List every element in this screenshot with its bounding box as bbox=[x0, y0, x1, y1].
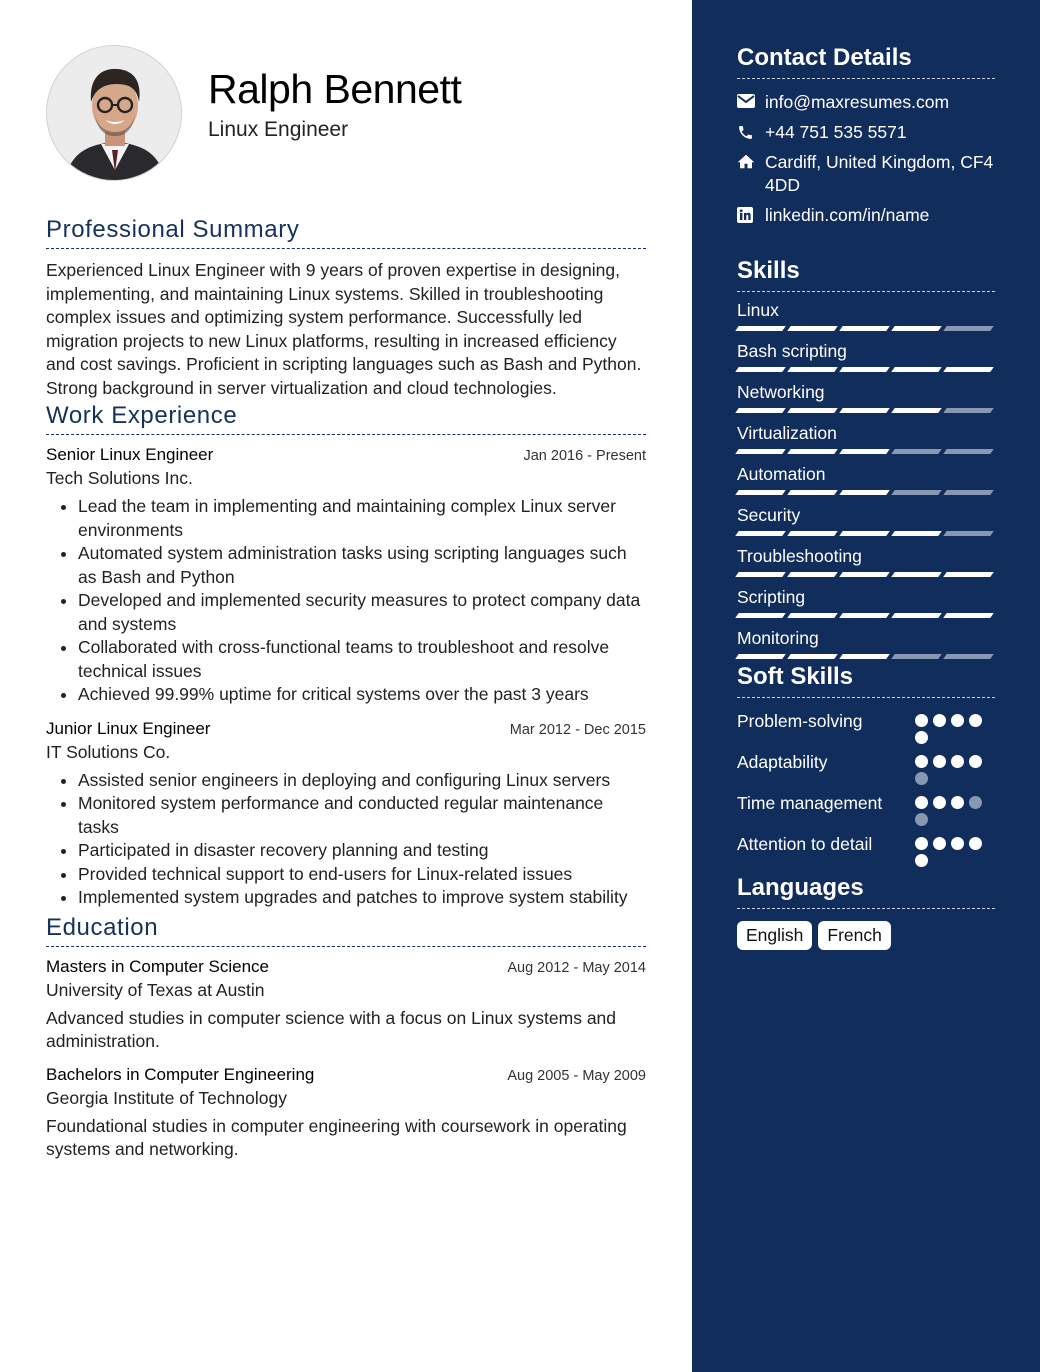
rating-dot bbox=[951, 837, 964, 850]
rating-dot bbox=[951, 755, 964, 768]
skill-name: Troubleshooting bbox=[737, 546, 862, 566]
soft-skill-item bbox=[737, 792, 995, 826]
language-chip: English bbox=[737, 921, 812, 950]
education-entry bbox=[46, 1065, 646, 1161]
rating-dot bbox=[951, 796, 964, 809]
skill-level-segment bbox=[839, 531, 890, 536]
skill-level-segment bbox=[891, 449, 942, 454]
list-item: • Assisted senior engineers in deploying and configuring Linux servers bbox=[78, 769, 646, 793]
list-item: • Developed and implemented security measures to protect company data and systems bbox=[78, 589, 646, 636]
skill-level-segment bbox=[839, 326, 890, 331]
rating-dot bbox=[951, 714, 964, 727]
contact-heading: Contact Details bbox=[737, 44, 995, 79]
soft-skill-item bbox=[737, 751, 995, 785]
skills-section bbox=[737, 257, 995, 659]
skill-item bbox=[737, 505, 995, 536]
skill-name: Bash scripting bbox=[737, 341, 847, 361]
skill-level-segment bbox=[735, 613, 786, 618]
skill-level-segment bbox=[839, 367, 890, 372]
summary-section bbox=[46, 216, 646, 400]
education-section bbox=[46, 914, 646, 1161]
skills-heading: Skills bbox=[737, 257, 995, 292]
skill-level-segment bbox=[839, 572, 890, 577]
skill-level-segment bbox=[735, 449, 786, 454]
skill-level-segment bbox=[839, 408, 890, 413]
skill-item bbox=[737, 546, 995, 577]
rating-dot bbox=[969, 714, 982, 727]
soft-skills-list bbox=[737, 710, 995, 867]
soft-skill-name: Time management bbox=[737, 793, 883, 813]
soft-skill-rating bbox=[915, 751, 995, 785]
skill-level-bar bbox=[737, 531, 995, 536]
rating-dot bbox=[915, 796, 928, 809]
skill-level-segment bbox=[943, 531, 994, 536]
list-item: • Lead the team in implementing and maintaining complex Linux server environments bbox=[78, 495, 646, 542]
soft-skills-heading: Soft Skills bbox=[737, 663, 995, 698]
contact-section bbox=[737, 44, 995, 227]
home-icon bbox=[737, 151, 765, 169]
skill-level-segment bbox=[787, 654, 838, 659]
soft-skill-name: Problem-solving bbox=[737, 711, 863, 731]
skill-level-segment bbox=[891, 408, 942, 413]
skill-item bbox=[737, 382, 995, 413]
work-heading: Work Experience bbox=[46, 402, 646, 435]
skill-level-bar bbox=[737, 654, 995, 659]
skill-level-segment bbox=[839, 490, 890, 495]
contact-phone bbox=[737, 121, 995, 144]
linkedin-icon bbox=[737, 204, 765, 223]
skill-level-segment bbox=[943, 613, 994, 618]
address-text: Cardiff, United Kingdom, CF4 4DD bbox=[765, 152, 994, 195]
contact-email bbox=[737, 91, 995, 114]
rating-dot bbox=[915, 714, 928, 727]
skill-item bbox=[737, 423, 995, 454]
skill-level-segment bbox=[735, 654, 786, 659]
skill-level-segment bbox=[735, 531, 786, 536]
skill-level-segment bbox=[839, 449, 890, 454]
skill-level-segment bbox=[943, 572, 994, 577]
job-company: IT Solutions Co. bbox=[46, 741, 171, 762]
job-entry bbox=[46, 719, 646, 910]
job-title: Senior Linux Engineer bbox=[46, 445, 214, 464]
rating-dot bbox=[969, 755, 982, 768]
work-section bbox=[46, 402, 646, 910]
envelope-icon bbox=[737, 91, 765, 108]
rating-dot bbox=[969, 796, 982, 809]
summary-text: Experienced Linux Engineer with 9 years of proven expertise in designing, implementing, and maintaining Linux systems. Skilled in troubleshooting complex issues and optimizing system performance. Successfully led migration projects to new Linux platforms, resulting in increased efficiency and cost savings. Proficient in scripting languages such as Bash and Python. Strong background in server virtualization and cloud technologies. bbox=[46, 260, 642, 398]
avatar-illustration bbox=[47, 46, 182, 181]
soft-skill-name: Adaptability bbox=[737, 752, 828, 772]
skill-level-segment bbox=[787, 408, 838, 413]
soft-skill-rating bbox=[915, 710, 995, 744]
list-item: • Participated in disaster recovery planning and testing bbox=[78, 839, 646, 863]
skill-name: Linux bbox=[737, 300, 779, 320]
skill-level-bar bbox=[737, 449, 995, 454]
skill-level-segment bbox=[891, 572, 942, 577]
skill-level-segment bbox=[943, 449, 994, 454]
skill-level-segment bbox=[839, 613, 890, 618]
languages-heading: Languages bbox=[737, 874, 995, 909]
skill-level-segment bbox=[943, 490, 994, 495]
rating-dot bbox=[933, 714, 946, 727]
skills-list bbox=[737, 300, 995, 659]
job-entry bbox=[46, 445, 646, 707]
linkedin-text[interactable]: linkedin.com/in/name bbox=[765, 205, 930, 225]
school-name: University of Texas at Austin bbox=[46, 979, 265, 1000]
skill-level-segment bbox=[735, 408, 786, 413]
skill-level-segment bbox=[891, 654, 942, 659]
skill-level-segment bbox=[891, 367, 942, 372]
rating-dot bbox=[915, 813, 928, 826]
skill-level-segment bbox=[735, 490, 786, 495]
skill-level-segment bbox=[943, 654, 994, 659]
skill-name: Monitoring bbox=[737, 628, 819, 648]
skill-name: Security bbox=[737, 505, 801, 525]
skill-level-segment bbox=[943, 408, 994, 413]
skill-level-bar bbox=[737, 572, 995, 577]
soft-skills-section bbox=[737, 663, 995, 867]
job-title: Junior Linux Engineer bbox=[46, 718, 211, 738]
skill-item bbox=[737, 587, 995, 618]
job-bullets bbox=[46, 769, 646, 910]
skill-name: Scripting bbox=[737, 587, 806, 607]
skill-item bbox=[737, 464, 995, 495]
contact-address bbox=[737, 151, 995, 197]
soft-skill-item bbox=[737, 833, 995, 867]
list-item: • Implemented system upgrades and patches to improve system stability bbox=[78, 886, 646, 910]
job-date: Jan 2016 - Present bbox=[523, 448, 646, 464]
skill-level-segment bbox=[735, 367, 786, 372]
list-item: • Automated system administration tasks using scripting languages such as Bash and Python bbox=[78, 542, 646, 589]
job-bullets bbox=[46, 495, 646, 707]
languages-section bbox=[737, 874, 995, 950]
skill-level-segment bbox=[839, 654, 890, 659]
rating-dot bbox=[933, 796, 946, 809]
skill-name: Networking bbox=[737, 382, 825, 402]
skill-level-segment bbox=[891, 490, 942, 495]
education-description: Advanced studies in computer science with a focus on Linux systems and administration. bbox=[46, 1007, 617, 1051]
profile-photo bbox=[46, 45, 182, 181]
skill-level-segment bbox=[891, 326, 942, 331]
rating-dot bbox=[915, 755, 928, 768]
sidebar bbox=[692, 0, 1040, 1372]
phone-text: +44 751 535 5571 bbox=[765, 122, 907, 142]
skill-level-segment bbox=[787, 572, 838, 577]
rating-dot bbox=[915, 772, 928, 785]
rating-dot bbox=[915, 837, 928, 850]
rating-dot bbox=[933, 755, 946, 768]
language-chip: French bbox=[818, 921, 890, 950]
soft-skill-name: Attention to detail bbox=[737, 834, 873, 854]
resume-header bbox=[46, 0, 646, 200]
skill-item bbox=[737, 341, 995, 372]
skill-level-bar bbox=[737, 408, 995, 413]
phone-icon bbox=[737, 121, 765, 141]
skill-level-bar bbox=[737, 367, 995, 372]
education-entry bbox=[46, 957, 646, 1053]
list-item: • Provided technical support to end-users for Linux-related issues bbox=[78, 863, 646, 887]
contact-linkedin bbox=[737, 204, 995, 227]
skill-item bbox=[737, 628, 995, 659]
soft-skill-rating bbox=[915, 792, 995, 826]
skill-level-segment bbox=[735, 326, 786, 331]
email-text[interactable]: info@maxresumes.com bbox=[765, 92, 950, 112]
skill-level-segment bbox=[787, 367, 838, 372]
skill-name: Automation bbox=[737, 464, 826, 484]
skill-name: Virtualization bbox=[737, 423, 837, 443]
soft-skill-item bbox=[737, 710, 995, 744]
school-name: Georgia Institute of Technology bbox=[46, 1087, 287, 1108]
list-item: • Monitored system performance and conducted regular maintenance tasks bbox=[78, 792, 646, 839]
skill-level-bar bbox=[737, 326, 995, 331]
education-date: Aug 2012 - May 2014 bbox=[507, 959, 646, 976]
list-item: • Achieved 99.99% uptime for critical systems over the past 3 years bbox=[78, 683, 646, 707]
skill-level-segment bbox=[735, 572, 786, 577]
degree-title: Masters in Computer Science bbox=[46, 956, 269, 976]
education-description: Foundational studies in computer engineering with coursework in operating systems and networking. bbox=[46, 1115, 627, 1159]
rating-dot bbox=[915, 854, 928, 867]
list-item: • Collaborated with cross-functional teams to troubleshoot and resolve technical issues bbox=[78, 636, 646, 683]
candidate-title: Linux Engineer bbox=[208, 118, 349, 141]
skill-level-segment bbox=[787, 613, 838, 618]
soft-skill-rating bbox=[915, 833, 995, 867]
skill-level-segment bbox=[891, 531, 942, 536]
degree-title: Bachelors in Computer Engineering bbox=[46, 1064, 315, 1084]
candidate-name: Ralph Bennett bbox=[208, 66, 462, 112]
education-heading: Education bbox=[46, 914, 646, 947]
skill-level-segment bbox=[787, 490, 838, 495]
skill-level-bar bbox=[737, 490, 995, 495]
skill-level-bar bbox=[737, 613, 995, 618]
summary-heading: Professional Summary bbox=[46, 216, 646, 249]
skill-level-segment bbox=[787, 449, 838, 454]
skill-level-segment bbox=[787, 531, 838, 536]
languages-list bbox=[737, 921, 995, 950]
job-company: Tech Solutions Inc. bbox=[46, 468, 193, 488]
rating-dot bbox=[933, 837, 946, 850]
skill-level-segment bbox=[943, 367, 994, 372]
skill-item bbox=[737, 300, 995, 331]
education-date: Aug 2005 - May 2009 bbox=[507, 1067, 646, 1084]
rating-dot bbox=[969, 837, 982, 850]
skill-level-segment bbox=[943, 326, 994, 331]
job-date: Mar 2012 - Dec 2015 bbox=[509, 721, 646, 738]
skill-level-segment bbox=[891, 613, 942, 618]
rating-dot bbox=[915, 731, 928, 744]
skill-level-segment bbox=[787, 326, 838, 331]
